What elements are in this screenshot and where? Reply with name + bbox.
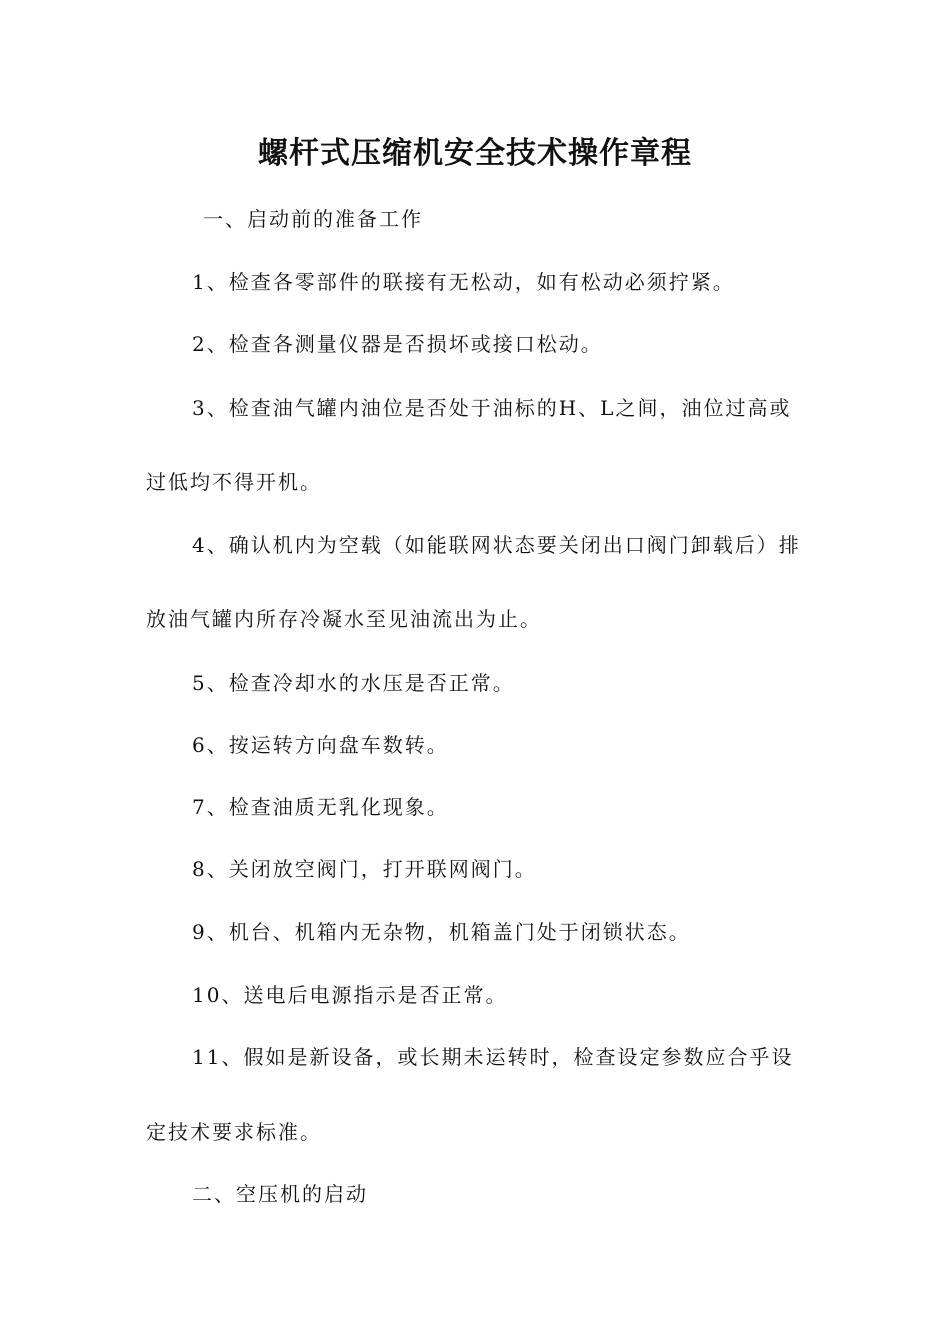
- item-5: 5、检查冷却水的水压是否正常。: [192, 671, 515, 695]
- item-7: 7、检查油质无乳化现象。: [192, 795, 449, 819]
- item-6: 6、按运转方向盘车数转。: [192, 733, 449, 757]
- item-2: 2、检查各测量仪器是否损坏或接口松动。: [192, 332, 603, 356]
- item-4-line-1: 4、确认机内为空载（如能联网状态要关闭出口阀门卸载后）排: [192, 533, 801, 557]
- item-4-line-2: 放油气罐内所存冷凝水至见油流出为止。: [146, 607, 542, 631]
- item-9: 9、机台、机箱内无杂物，机箱盖门处于闭锁状态。: [192, 920, 691, 944]
- document-title: 螺杆式压缩机安全技术操作章程: [258, 136, 692, 171]
- item-8: 8、关闭放空阀门，打开联网阀门。: [192, 857, 537, 881]
- item-3-line-2: 过低均不得开机。: [146, 470, 322, 494]
- section-heading-1: 一、启动前的准备工作: [203, 207, 423, 231]
- item-1: 1、检查各零部件的联接有无松动，如有松动必须拧紧。: [192, 270, 735, 294]
- item-3-line-1: 3、检查油气罐内油位是否处于油标的H、L之间，油位过高或: [192, 396, 792, 420]
- item-10: 10、送电后电源指示是否正常。: [192, 983, 508, 1007]
- section-heading-2: 二、空压机的启动: [192, 1182, 368, 1206]
- item-11-line-1: 11、假如是新设备，或长期未运转时，检查设定参数应合乎设: [192, 1045, 794, 1069]
- item-11-line-2: 定技术要求标准。: [146, 1120, 322, 1144]
